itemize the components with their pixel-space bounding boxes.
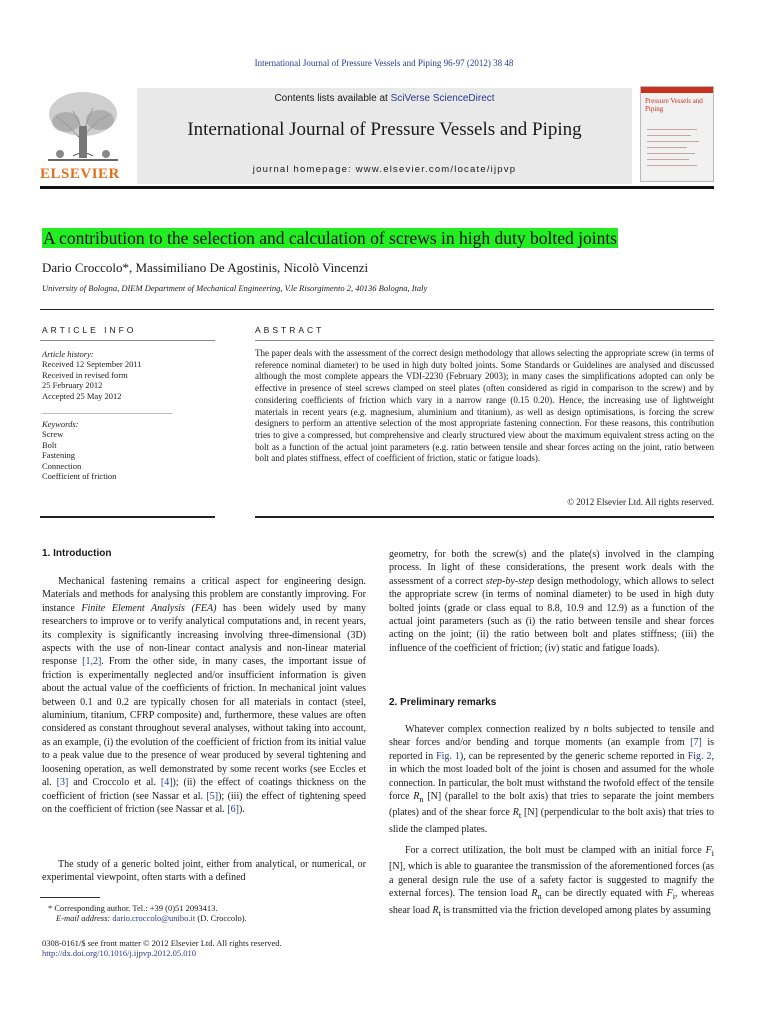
history-line: 25 February 2012 bbox=[42, 380, 103, 391]
abstract-heading: ABSTRACT bbox=[255, 325, 325, 335]
citation-link[interactable]: [5] bbox=[206, 790, 219, 802]
section-2-heading: 2. Preliminary remarks bbox=[389, 697, 497, 708]
corresponding-author: * Corresponding author. Tel.: +39 (0)51 2093413. bbox=[48, 903, 218, 913]
affiliation: University of Bologna, DIEM Department of Mechanical Engineering, V.le Risorgimento 2, 40136 Bologna, Italy bbox=[42, 283, 428, 293]
title-rule bbox=[40, 309, 714, 310]
section-2-paragraph-1: Whatever complex connection realized by n bolts subjected to tensile and shear forces and/or bending and torque moments (an example from [7] is reported in Fig. 1), can be represented by the generic scheme reported in Fig. 2, in which the most loaded bolt of the joint is chosen and assumed for the whole connection. In particular, the bolt must withstand the twofold effect of the tensile force $R_n$ [N] (parallel to the bolt axis) that tries to separate the joint members (plates) and of the shear force $R_t$ [N] (perpendicular to the bolt axis) that tries to slide the clamped plates. bbox=[389, 724, 715, 835]
section-1-paragraph-2: The study of a generic bolted joint, either from analytical, or numerical, or experimental viewpoint, often starts with a defined bbox=[42, 859, 366, 884]
article-info-bottom-rule bbox=[40, 516, 215, 518]
history-line: Accepted 25 May 2012 bbox=[42, 390, 122, 401]
author-email-link[interactable]: dario.croccolo@unibo.it bbox=[112, 913, 196, 924]
intro-continued-paragraph: geometry, for both the screw(s) and the plate(s) involved in the clamping process. In light of these considerations, the present work deals with the assessment of a correct step-by-step design methodology, which allows to select the appropriate screw (in terms of nominal diameter) to be used in high duty bolted joints (grade or class equal to 8.8, 10.9 and 12.9) as a function of the actual joint parameters (such as (i) the ratio between tensile and shear forces acting on the joint; (ii) the ratio between bolt and plates stiffness; (iii) the influence of the coefficient of friction; (iv) static and fatigue loads). bbox=[389, 549, 714, 654]
article-history bbox=[42, 349, 212, 401]
citation-link[interactable]: [7] bbox=[690, 737, 702, 749]
citation-link[interactable]: [1,2] bbox=[82, 656, 102, 668]
history-line: Received in revised form bbox=[42, 369, 128, 380]
article-info-heading: ARTICLE INFO bbox=[42, 325, 137, 335]
authors: Dario Croccolo*, Massimiliano De Agostinis, Nicolò Vincenzi bbox=[42, 260, 369, 275]
contents-line bbox=[137, 93, 632, 104]
citation-link[interactable]: [6] bbox=[227, 803, 239, 815]
citation-link[interactable]: [4] bbox=[160, 777, 173, 789]
keyword: Coefficient of friction bbox=[42, 471, 117, 482]
section-1-paragraph-1: Mechanical fastening remains a critical aspect for engineering design. Materials and methods for analysing this problem are constantly improving. For instance Finite Element Analysis (FEA) has been widely used by many researchers to improve or to verify analytical computations and, in recent years, its complexity is significantly increasing involving three-dimensional (3D) aspects with the use of non-linear contact analysis and non-linear material response [1,2]. From the other side, in many cases, the important issue of friction is experimentally neglected and/or insufficient information is given about the actual value of the coefficients of friction. In mechanical joint values between 0.1 and 0.2 are typically chosen for all materials in contact (steel, aluminium, titanium, CFRP composite) and, furthermore, these values are often considered as constant throughout several analyses, without taking into account, as an example, (i) the evolution of the coefficient of friction from its initial value to a peak value due to the presence of wear produced by several tightening and loosening operation, as well demonstrated by some recent works (see Eccles et al. [3] and Croccolo et al. [4]); (ii) the effect of coatings thickness on the coefficient of friction (see Nassar et al. [5]); (iii) the effect of tightening speed on the coefficient of friction (see Nassar et al. [6]). bbox=[42, 576, 367, 815]
info-divider bbox=[42, 413, 172, 414]
keyword: Connection bbox=[42, 460, 82, 471]
sciencedirect-link[interactable]: SciVerse ScienceDirect bbox=[390, 93, 495, 104]
keyword: Screw bbox=[42, 429, 64, 440]
header-rule bbox=[40, 186, 714, 189]
figure-link[interactable]: Fig. 1 bbox=[436, 750, 460, 762]
figure-link[interactable]: Fig. 2 bbox=[687, 750, 712, 762]
citation-link[interactable]: [3] bbox=[56, 777, 69, 789]
front-matter bbox=[42, 938, 372, 959]
footnote bbox=[42, 903, 366, 924]
history-label: Article history: bbox=[42, 349, 94, 359]
abstract-copyright: © 2012 Elsevier Ltd. All rights reserved. bbox=[567, 497, 714, 507]
keyword: Fastening bbox=[42, 450, 76, 461]
contents-prefix: Contents lists available at bbox=[274, 93, 391, 104]
abstract-bottom-rule bbox=[255, 516, 714, 518]
section-2-paragraph-2: For a correct utilization, the bolt must be clamped with an initial force $F_i$ [N], which is able to guarantee the transmission of the aforementioned forces (as a general design rule the use of a safety factor is suggested to magnify the external forces). The tension load $R_n$ can be directly equated with $F_i$, whereas shear load $R_t$ is transmitted via the friction developed among plates by assuming bbox=[389, 845, 715, 918]
issn-line: 0308-0161/$ see front matter © 2012 Elsevier Ltd. All rights reserved. bbox=[42, 938, 282, 948]
keyword: Bolt bbox=[42, 439, 57, 450]
email-line: E-mail address: dario.croccolo@unibo.it (D. Croccolo). bbox=[56, 913, 247, 924]
history-line: Received 12 September 2011 bbox=[42, 359, 142, 370]
keywords-label: Keywords: bbox=[42, 419, 79, 429]
abstract-rule bbox=[255, 340, 714, 341]
journal-homepage[interactable]: journal homepage: www.elsevier.com/locate/ijpvp bbox=[252, 164, 517, 175]
journal-cover-thumbnail bbox=[640, 86, 714, 182]
abstract-text: The paper deals with the assessment of the correct design methodology that allows selecting the appropriate screw (in terms of reference nominal diameter) to be used in high duty bolted joints. Some Standards or Guidelines are analysed and discussed although the most complete appears the VDI-2230 (February 2003); in many cases the simplifications adopted can only be effective in presence of steel screws clamped on steel plates (often considered as rigid in comparison to the screw) and by considering coefficients of friction which vary in a narrow range (0.15 0.20). Hence, the increasing use of lightweight materials in recent years (e.g. magnesium, aluminium and titanium), as well as design optimisations, is forcing the screw designers to perform an attentive selection of the most appropriate fastening connection. For these reasons, this contribution tries to give a compressed, but comprehensive and clearly structured view about the maximum equivalent stress acting on the bolt as a function of the actual joint parameters (e.g. ratio between tensile and shear forces acting on the joint, ratio between bolt and plates stiffness, effect of coefficient of friction, static or fatigue loads). bbox=[255, 348, 714, 464]
cover-title: Pressure Vessels and Piping bbox=[645, 97, 703, 113]
keywords bbox=[42, 419, 212, 481]
doi-link[interactable]: http://dx.doi.org/10.1016/j.ijpvp.2012.05.010 bbox=[42, 948, 197, 959]
journal-citation[interactable]: International Journal of Pressure Vessels and Piping 96-97 (2012) 38 48 bbox=[254, 58, 514, 68]
section-1-heading: 1. Introduction bbox=[42, 548, 112, 559]
elsevier-wordmark: ELSEVIER bbox=[40, 166, 120, 182]
journal-title: International Journal of Pressure Vessels and Piping bbox=[187, 119, 582, 140]
article-title: A contribution to the selection and calculation of screws in high duty bolted joints bbox=[43, 228, 617, 248]
footnote-rule bbox=[40, 897, 100, 898]
article-info-rule bbox=[40, 340, 215, 341]
